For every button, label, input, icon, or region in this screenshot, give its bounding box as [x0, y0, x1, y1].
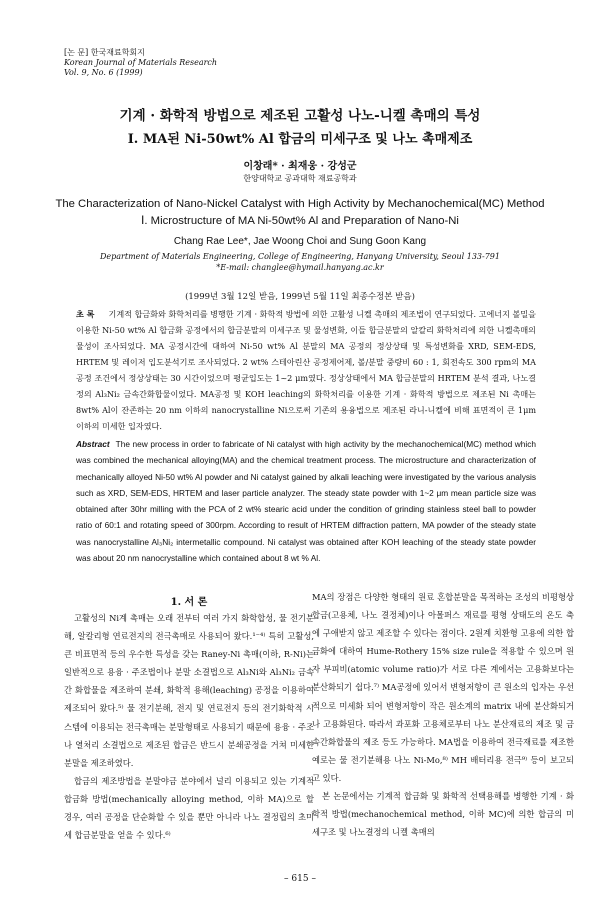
paper-title-en: [40, 196, 560, 230]
abstract-ko: [76, 306, 536, 434]
abstract-en-label: Abstract: [76, 439, 110, 449]
affiliation-en: [0, 251, 600, 273]
abstract-en: [76, 436, 536, 566]
affiliation-ko: 한양대학교 공과대학 재료공학과: [243, 174, 357, 183]
journal-name-ko: [논 문] 한국재료학회지: [64, 48, 145, 57]
abstract-en-text: The new process in order to fabricate of Ni catalyst with high activity by the mechanochemical(MC) method which was combined the mechanical alloying(MA) and the chemical treatment process. The microstructure and characterization of mechanically alloyed Ni-50 wt% Al powder and Ni catalyst gained by alkali leaching were investigated by the various analysis such as XRD, SEM-EDS, HRTEM and laser particle analyzer. The steady state powder with 1~2 μm mean particle size was obtained after 30hr milling with the PCA of 2 wt% stearic acid under the condition of grinding stainless steel ball to powder ratio of 60:1 and rotating speed of 300rpm. According to result of HRTEM diffraction pattern, MA powder of the steady state was nanocrystalline Al₃Ni₂ intermetallic compound. Ni catalyst was obtained after KOH leaching of the steady state powder was about 20 nm nanocrystalline which contained about 8 wt % Al.: [76, 439, 536, 564]
journal-volume: Vol. 9, No. 6 (1999): [64, 68, 143, 77]
paper-title-en-line1: The Characterization of Nano-Nickel Catalyst with High Activity by Mechanochemical(MC) Method: [55, 198, 545, 210]
page-number: – 615 –: [284, 874, 316, 884]
paper-title-en-line2: Ⅰ. Microstructure of MA Ni-50wt% Al and Preparation of Nano-Ni: [141, 215, 459, 227]
journal-name-en: Korean Journal of Materials Research: [64, 58, 218, 67]
intro-paragraph-2: 합금의 제조방법을 분말야금 분야에서 널리 이용되고 있는 기계적 합금화 방법(mechanically alloying method, 이하 MA)으로 할 경우, 여러 공정을 단순화할 수 있을 뿐만 아니라 나노 결정립의 초미세 합금분말을 얻을 수 있다.⁶⁾: [64, 775, 314, 841]
intro-paragraph-1: 고활성의 Ni계 촉매는 오래 전부터 여러 가지 화학합성, 물 전기분해, 알칼리형 연료전지의 전극촉매로 사용되어 왔다.¹⁻⁴⁾ 특히 고활성, 큰 비표면적 등의 우수한 특성을 갖는 Raney-Ni 촉매(이하, R-Ni)는 일반적으로 용융 · 주조법이나 분말 소결법으로 Al₃Ni와 Al₃Ni₂ 금속간 화합물을 제조하여 분쇄, 화학적 용해(leaching) 공정을 이용하여 제조되어 왔다.⁵⁾ 물 전기분해, 전지 및 연료전지 등의 전기화학적 시스템에 이용되는 전극촉매는 분말형태로 사용되기 때문에 용융 · 주조나 열처리 소결법으로 제조된 합금은 반드시 분쇄공정을 거쳐 미세한 분말을 제조하였다.: [64, 613, 314, 768]
received-dates: (1999년 3월 12일 받음, 1999년 5월 11일 최종수정본 받음): [185, 292, 415, 302]
authors-en: Chang Rae Lee*, Jae Woong Choi and Sung Goon Kang: [173, 236, 427, 247]
section-heading-introduction: 1. 서 론: [170, 597, 208, 608]
authors-ko: 이창래* · 최재웅 · 강성군: [243, 161, 357, 172]
author-email: *E-mail: changlee@hymail.hanyang.ac.kr: [216, 263, 384, 272]
journal-header: [64, 48, 217, 78]
intro-paragraph-4: 본 논문에서는 기계적 합금화 및 화학적 선택용해를 병행한 기계 · 화학적 방법(mechanochemical method, 이하 MC)에 의한 합금의 미세구조 및 나노결정의 니켈 촉매의: [312, 791, 574, 838]
abstract-ko-label: 초 록: [76, 309, 95, 319]
paper-subtitle-ko: Ⅰ. MA된 Ni-50wt% Al 합금의 미세구조 및 나노 촉매제조: [127, 132, 473, 147]
paper-title-ko: 기계 · 화학적 방법으로 제조된 고활성 나노-니켈 촉매의 특성: [119, 108, 481, 124]
abstract-ko-text: 기계적 합금화와 화학처리를 병행한 기계 · 화학적 방법에 의한 고활성 니켈 촉매의 제조법이 연구되었다. 고에너지 볼밀을 이용한 Ni-50 wt% Al 합금화 공정에서의 합금분말의 미세구조 및 물성변화, 이들 합금분말의 알칼리 화학처리에 의한 니켈촉매의 물성이 조사되었다. MA 공정시간에 대하여 Ni-50 wt% Al 분말의 MA 공정의 정상상태 및 특성변화를 XRD, SEM-EDS, HRTEM 및 레이저 입도분석기로 조사되었다. 2 wt% 스테아린산 공정제어제, 볼/분말 중량비 60 : 1, 회전속도 300 rpm의 MA공정 조건에서 정상상태는 30 시간이었으며 평균입도는 1~2 μm였다. 정상상태에서 MA 합금분말의 HRTEM 분석 결과, 나노결정의 Al₃Ni₂ 금속간화합물이었다. MA공정 및 KOH leaching의 화학처리를 이용한 기계 · 화학적 방법으로 제조된 Ni 촉매는 8wt% Al이 잔존하는 20 nm 이하의 nanocrystalline Ni으로써 기존의 용융법으로 제조된 라니-니켈에 비해 표면적이 큰 1μm 이하의 미세한 입자였다.: [76, 309, 536, 431]
intro-paragraph-3: MA의 장점은 다양한 형태의 원료 혼합분말을 목적하는 조성의 비평형상 합금(고용체, 나노 결정체)이나 아몰퍼스 재료를 평형 상태도의 온도 축에 구애받지 않고 제조할 수 있다는 점이다. 2원계 치환형 고용에 의한 합금화에 대하여 Hume-Rothery 15% size rule을 적용할 수 있으며 원자 부피비(atomic volume ratio)가 서로 다른 계에서는 고용화보다는 분산화되기 쉽다.⁷⁾ MA공정에 있어서 변형저항이 큰 원소의 입자는 우선적으로 미세화 되어 변형저항이 작은 원소계의 matrix 내에 분산화되거나 고용화된다. 따라서 과포화 고용체로부터 나노 분산재료의 제조 및 금속간화합물의 제조 등도 가능하다. MA법을 이용하여 전극재료를 제조한 예로는 물 전기분해용 나노 Ni-Mo,⁸⁾ MH 배터리용 전극⁹⁾ 등이 보고되고 있다.: [312, 592, 574, 783]
department-en: Department of Materials Engineering, College of Engineering, Hanyang University, Seoul 133-791: [100, 252, 500, 261]
